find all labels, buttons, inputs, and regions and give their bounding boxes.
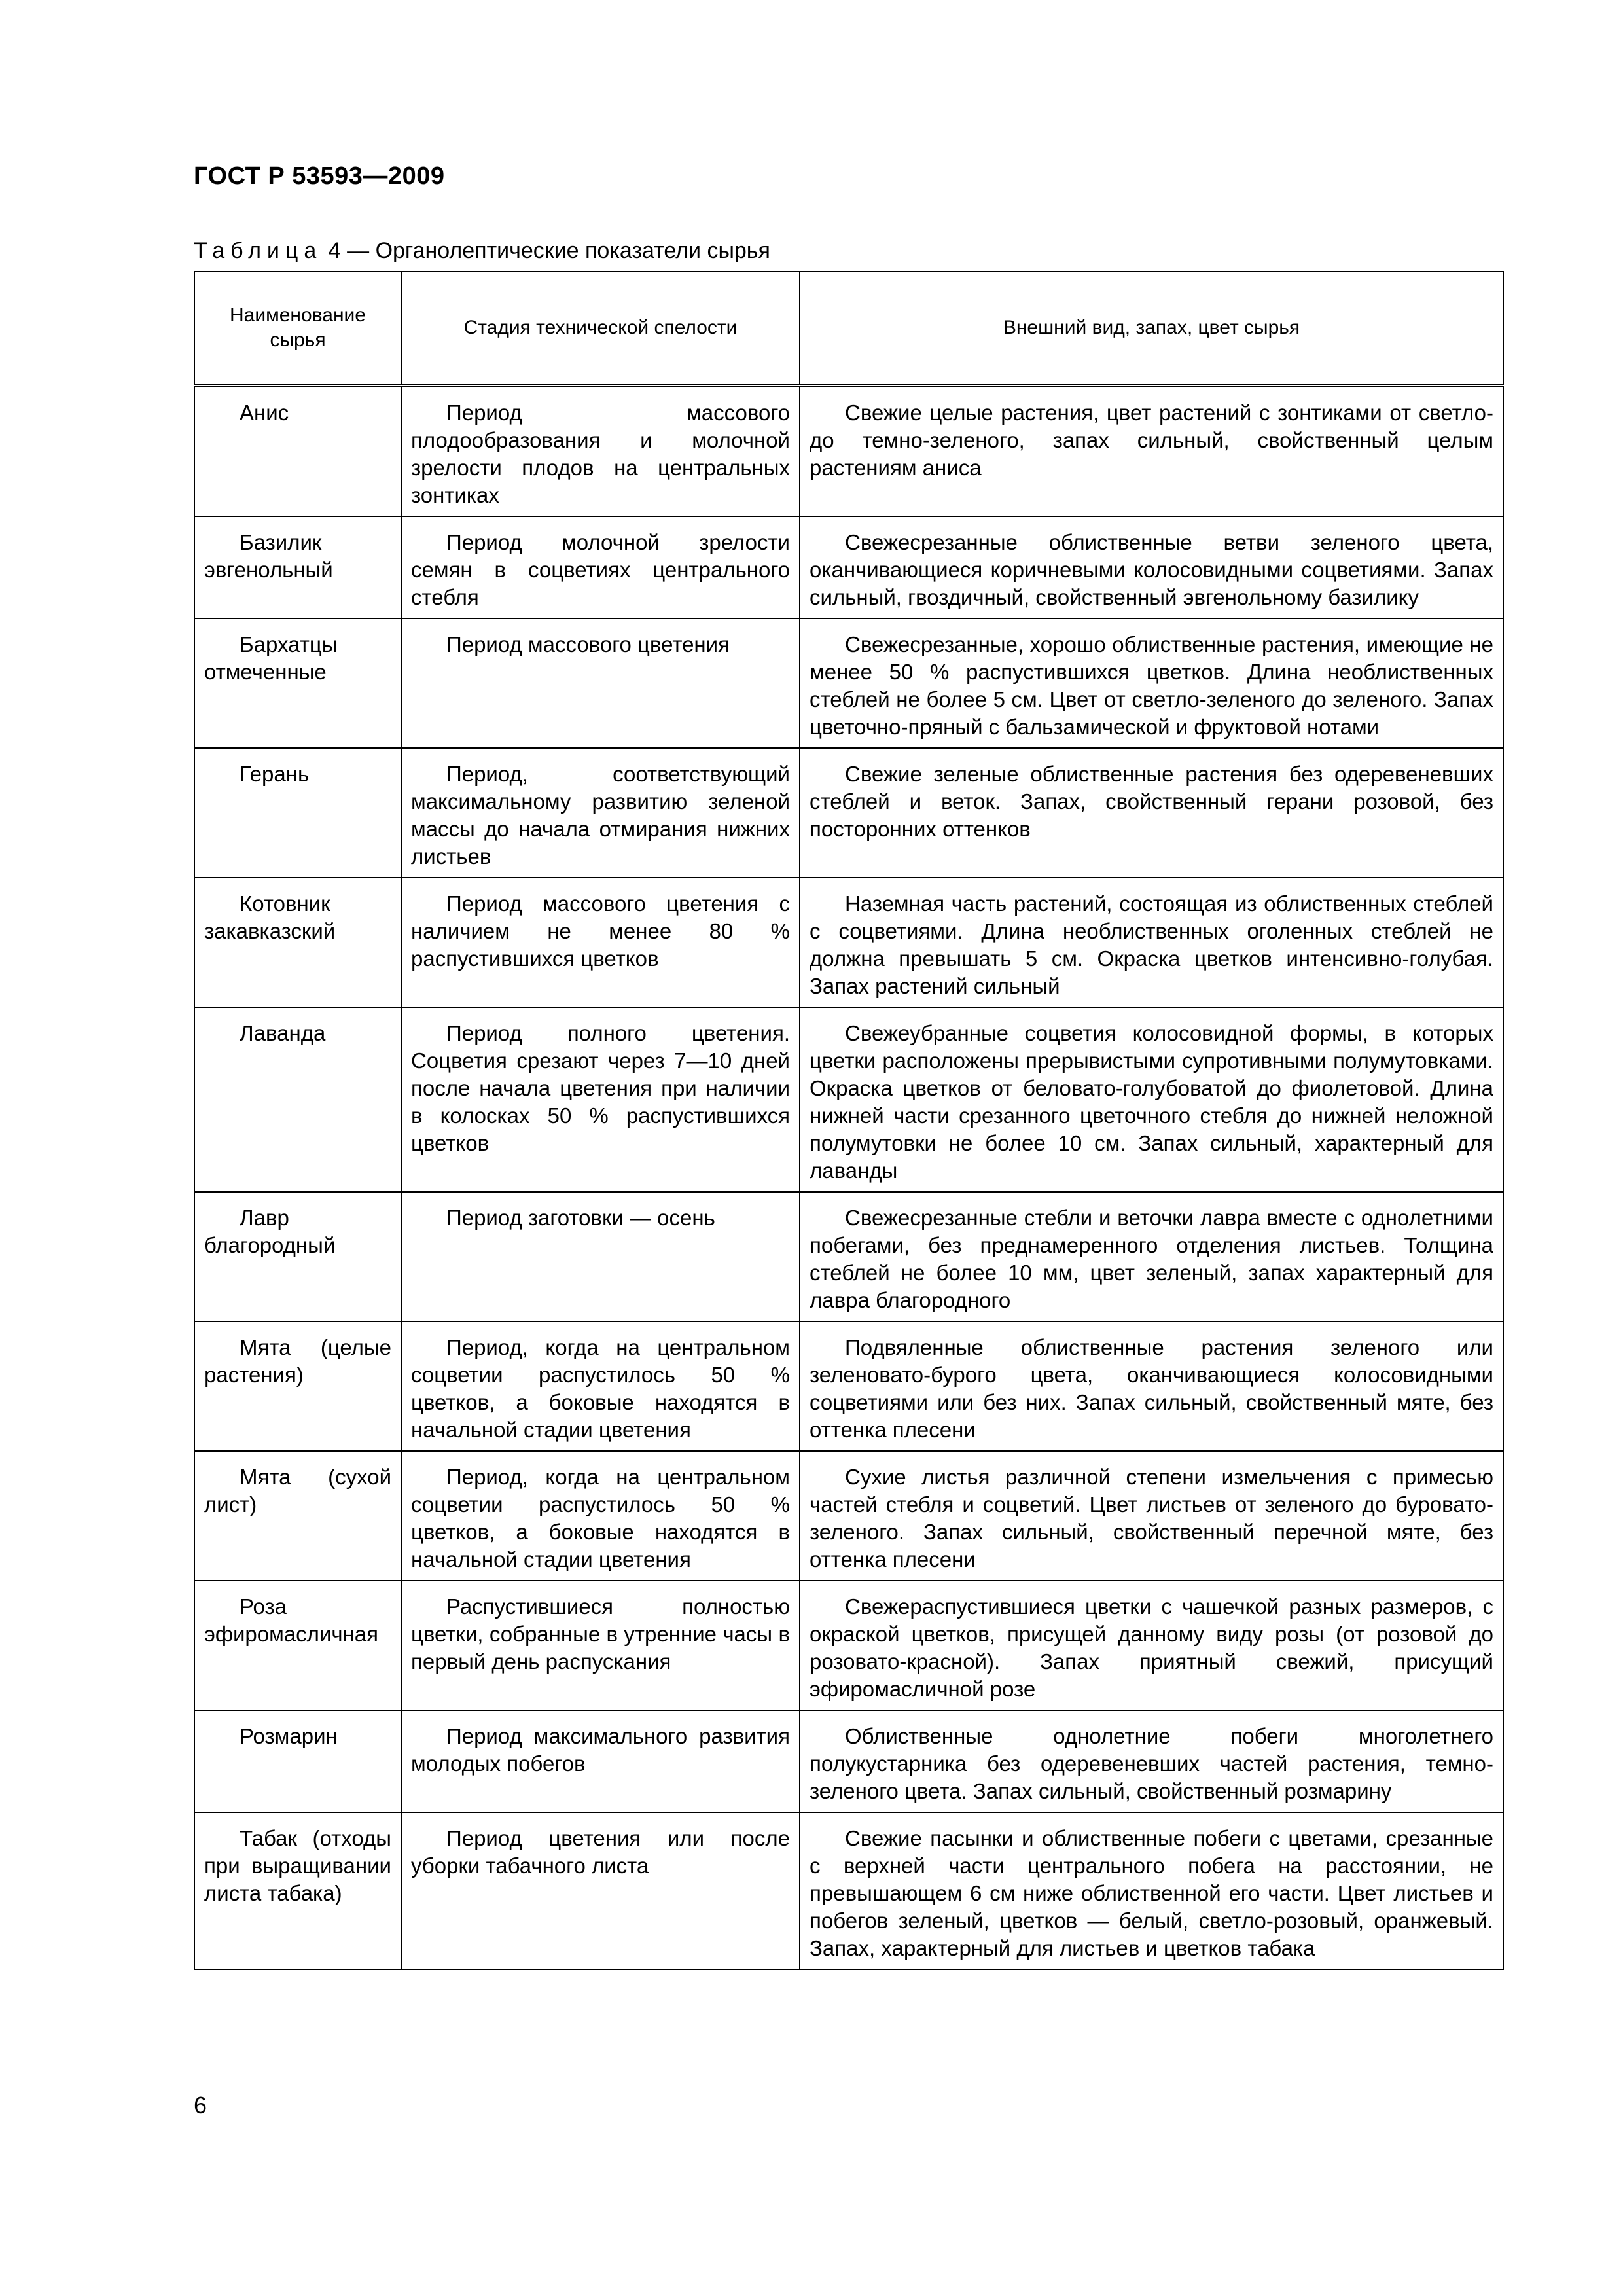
cell-stage: [401, 619, 800, 748]
document-id: ГОСТ Р 53593—2009: [194, 162, 445, 190]
cell-description: [800, 619, 1503, 748]
table-row: [194, 1192, 1503, 1321]
cell-stage: [401, 878, 800, 1007]
cell-description-text: Свежие пасынки и облиственные побеги с цветами, срезанные с верхней части центрального побега на расстоянии, не превышающем 6 см ниже облиственной его части. Цвет листьев и побегов зеленый, цветков — белый, светло-розовый, оранжевый. Запах, характерный для листьев и цветков табака: [810, 1826, 1493, 1960]
cell-stage: [401, 1321, 800, 1451]
cell-description: [800, 1192, 1503, 1321]
table-row: [194, 386, 1503, 516]
cell-description-text: Подвяленные облиственные растения зеленого или зеленовато-бурого цвета, оканчивающиеся колосовидными соцветиями или без них. Запах сильный, свойственный мяте, без оттенка плесени: [810, 1335, 1493, 1442]
cell-name-text: Табак (отходы при выращивании листа табака): [204, 1826, 391, 1905]
table-header-row: [194, 272, 1503, 386]
cell-description-text: Сухие листья различной степени измельчения с примесью частей стебля и соцветий. Цвет листьев от зеленого до буровато-зеленого. Запах сильный, свойственный перечной мяте, без оттенка плесени: [810, 1465, 1493, 1571]
cell-stage-text: Период массового цветения с наличием не менее 80 % распустившихся цветков: [411, 891, 790, 971]
cell-description-text: Свежеубранные соцветия колосовидной формы, в которых цветки расположены прерывистыми супротивными полумутовками. Окраска цветков от беловато-голубоватой до фиолетовой. Длина нижней части срезанного цветочного стебля до нижней неложной полумутовки не более 10 см. Запах сильный, характерный для лаванды: [810, 1021, 1493, 1183]
cell-stage-text: Период массового плодообразования и молочной зрелости плодов на центральных зонтиках: [411, 401, 790, 507]
cell-stage-text: Период, когда на центральном соцветии распустилось 50 % цветков, а боковые находятся в начальной стадии цветения: [411, 1465, 790, 1571]
cell-stage: [401, 386, 800, 516]
cell-name-text: Мята (целые растения): [204, 1335, 391, 1387]
cell-description-text: Свежие зеленые облиственные растения без одеревеневших стеблей и веток. Запах, свойственный герани розовой, без посторонних оттенков: [810, 762, 1493, 841]
cell-stage: [401, 1812, 800, 1969]
cell-name: [194, 878, 401, 1007]
cell-name: [194, 1192, 401, 1321]
cell-name-text: Герань: [240, 762, 310, 786]
cell-stage-text: Период заготовки — осень: [446, 1206, 715, 1230]
cell-description: [800, 386, 1503, 516]
cell-description-text: Свежесрезанные, хорошо облиственные растения, имеющие не менее 50 % распустившихся цветков. Длина необлиственных стеблей не более 5 см. Цвет от светло-зеленого до зеленого. Запах цветочно-пряный с бальзамической и фруктовой нотами: [810, 632, 1493, 739]
table-row: [194, 1321, 1503, 1451]
table-row: [194, 878, 1503, 1007]
cell-stage-text: Период, соответствующий максимальному развитию зеленой массы до начала отмирания нижних листьев: [411, 762, 790, 869]
cell-description-text: Свежие целые растения, цвет растений с зонтиками от светло- до темно-зеленого, запах сильный, свойственный целым растениям аниса: [810, 401, 1493, 480]
cell-stage-text: Период массового цветения: [446, 632, 730, 656]
cell-description: [800, 1581, 1503, 1710]
table-row: [194, 1451, 1503, 1581]
organoleptic-table: [194, 271, 1504, 1970]
cell-name: [194, 516, 401, 619]
table-row: [194, 516, 1503, 619]
cell-name: [194, 1451, 401, 1581]
cell-name-text: Мята (сухой лист): [204, 1465, 391, 1516]
cell-name: [194, 1007, 401, 1192]
cell-name: [194, 1812, 401, 1969]
cell-name-text: Роза эфиромасличная: [204, 1594, 378, 1646]
cell-name: [194, 619, 401, 748]
cell-description: [800, 516, 1503, 619]
column-header-name: Наименование сырья: [194, 272, 401, 386]
cell-stage: [401, 748, 800, 878]
cell-stage: [401, 1710, 800, 1812]
cell-stage: [401, 1451, 800, 1581]
cell-name-text: Анис: [240, 401, 289, 425]
cell-description-text: Свежесрезанные облиственные ветви зеленого цвета, оканчивающиеся коричневыми колосовидными соцветиями. Запах сильный, гвоздичный, свойственный эвгенольному базилику: [810, 530, 1493, 609]
table-row: [194, 1581, 1503, 1710]
cell-name-text: Лавр благородный: [204, 1206, 336, 1257]
column-header-description: Внешний вид, запах, цвет сырья: [800, 272, 1503, 386]
page-number: 6: [194, 2092, 207, 2119]
table-row: [194, 619, 1503, 748]
cell-name-text: Базилик эвгенольный: [204, 530, 333, 582]
cell-description-text: Свежераспустившиеся цветки с чашечкой разных размеров, с окраской цветков, присущей данному виду розы (от розовой до розовато-красной). Запах приятный свежий, присущий эфиромасличной розе: [810, 1594, 1493, 1701]
cell-stage-text: Период максимального развития молодых побегов: [411, 1724, 790, 1776]
cell-stage-text: Период, когда на центральном соцветии распустилось 50 % цветков, а боковые находятся в начальной стадии цветения: [411, 1335, 790, 1442]
cell-name: [194, 748, 401, 878]
table-caption-label: Таблица: [194, 238, 323, 263]
cell-description: [800, 748, 1503, 878]
table-caption: [194, 238, 770, 264]
cell-stage-text: Период цветения или после уборки табачного листа: [411, 1826, 790, 1878]
table-caption-text: 4 — Органолептические показатели сырья: [328, 238, 770, 263]
table-row: [194, 1812, 1503, 1969]
cell-name: [194, 1321, 401, 1451]
cell-name: [194, 1710, 401, 1812]
cell-stage: [401, 1581, 800, 1710]
cell-name-text: Розмарин: [240, 1724, 338, 1748]
cell-description: [800, 878, 1503, 1007]
cell-name-text: Котовник закавказский: [204, 891, 336, 943]
cell-stage: [401, 1007, 800, 1192]
cell-name-text: Лаванда: [240, 1021, 326, 1045]
table-row: [194, 1710, 1503, 1812]
cell-description: [800, 1710, 1503, 1812]
cell-name-text: Бархатцы отмеченные: [204, 632, 338, 684]
cell-description-text: Наземная часть растений, состоящая из облиственных стеблей с соцветиями. Длина необлиственных оголенных стеблей не должна превышать 5 см. Окраска цветков интенсивно-голубая. Запах растений сильный: [810, 891, 1493, 998]
cell-name: [194, 1581, 401, 1710]
table-row: [194, 1007, 1503, 1192]
cell-stage-text: Период молочной зрелости семян в соцветиях центрального стебля: [411, 530, 790, 609]
cell-stage-text: Распустившиеся полностью цветки, собранные в утренние часы в первый день распускания: [411, 1594, 790, 1674]
column-header-stage: Стадия технической спелости: [401, 272, 800, 386]
cell-description: [800, 1812, 1503, 1969]
cell-stage: [401, 1192, 800, 1321]
cell-name: [194, 386, 401, 516]
cell-description-text: Облиственные однолетние побеги многолетнего полукустарника без одеревеневших частей растения, темно-зеленого цвета. Запах сильный, свойственный розмарину: [810, 1724, 1493, 1803]
cell-description: [800, 1451, 1503, 1581]
cell-description: [800, 1321, 1503, 1451]
cell-description: [800, 1007, 1503, 1192]
cell-description-text: Свежесрезанные стебли и веточки лавра вместе с однолетними побегами, без преднамеренного отделения листьев. Толщина стеблей не более 10 мм, цвет зеленый, запах характерный для лавра благородного: [810, 1206, 1493, 1312]
cell-stage: [401, 516, 800, 619]
cell-stage-text: Период полного цветения. Соцветия срезают через 7—10 дней после начала цветения при наличии в колосках 50 % распустившихся цветков: [411, 1021, 790, 1155]
table-row: [194, 748, 1503, 878]
